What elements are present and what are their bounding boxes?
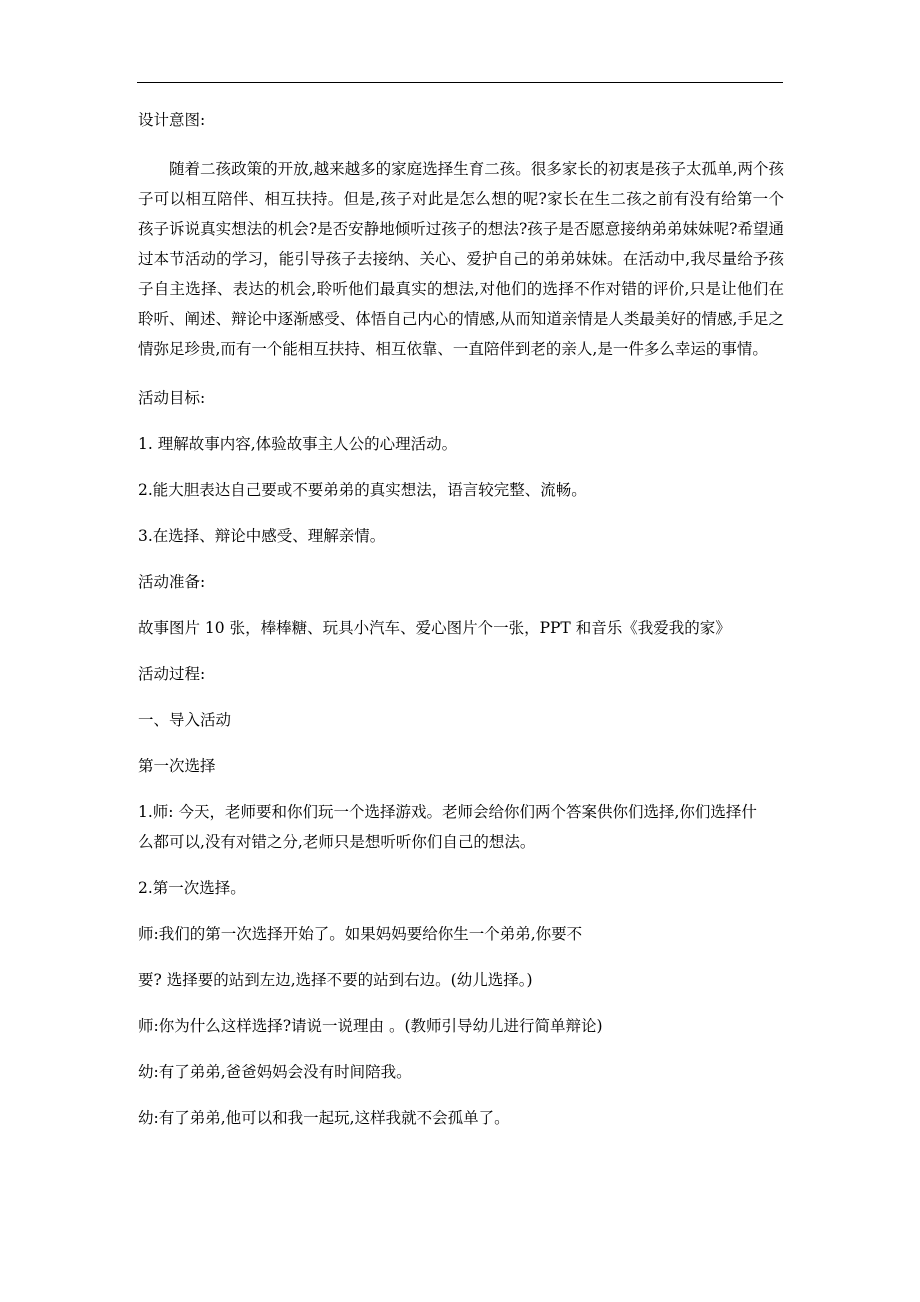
subsection-first-choice: 第一次选择 [138,757,216,775]
step-2: 2.第一次选择。 [138,879,246,897]
heading-design-intent: 设计意图: [138,111,206,129]
heading-activity-goals: 活动目标: [138,389,206,407]
teacher-line-2: 师:你为什么这样选择?请说一说理由 。(教师引导幼儿进行简单辩论) [138,1017,603,1035]
header-rule [137,82,783,83]
heading-activity-prep: 活动准备: [138,573,206,591]
step-1-line-2: 么都可以,没有对错之分,老师只是想听听你们自己的想法。 [138,833,536,851]
child-line-2: 幼:有了弟弟,他可以和我一起玩,这样我就不会孤单了。 [138,1109,510,1127]
teacher-line-1: 师:我们的第一次选择开始了。如果妈妈要给你生一个弟弟,你要不 [138,925,583,943]
goal-item-3: 3.在选择、辩论中感受、理解亲情。 [138,527,386,545]
child-line-1: 幼:有了弟弟,爸爸妈妈会没有时间陪我。 [138,1063,412,1081]
design-intent-paragraph: 随着二孩政策的开放,越来越多的家庭选择生育二孩。很多家长的初衷是孩子太孤单,两个孩子可以相互陪伴、相互扶持。但是,孩子对此是怎么想的呢?家长在生二孩之前有没有给第一个孩子诉说真实想法的机会?是否安静地倾听过孩子的想法?孩子是否愿意接纳弟弟妹妹呢?希望通过本节活动的学习，能引导孩子去接纳、关心、爱护自己的弟弟妹妹。在活动中,我尽量给予孩子自主选择、表达的机会,聆听他们最真实的想法,对他们的选择不作对错的评价,只是让他们在聆听、阐述、辩论中逐渐感受、体悟自己内心的情感,从而知道亲情是人类最美好的情感,手足之情弥足珍贵,而有一个能相互扶持、相互依靠、一直陪伴到老的亲人,是一件多么幸运的事情。 [138,160,784,358]
goal-item-2: 2.能大胆表达自己要或不要弟弟的真实想法，语言较完整、流畅。 [138,481,587,499]
prep-materials: 故事图片 10 张，棒棒糖、玩具小汽车、爱心图片个一张，PPT 和音乐《我爱我的家》 [138,619,731,637]
teacher-line-1-continued: 要? 选择要的站到左边,选择不要的站到右边。(幼儿选择。) [138,971,533,989]
goal-item-1: 1. 理解故事内容,体验故事主人公的心理活动。 [138,435,458,453]
heading-activity-process: 活动过程: [138,665,206,683]
section-intro-activity: 一、导入活动 [138,711,232,729]
document-body [138,108,784,1130]
step-1-line-1: 1.师: 今天，老师要和你们玩一个选择游戏。老师会给你们两个答案供你们选择,你们选择什 [138,803,757,821]
